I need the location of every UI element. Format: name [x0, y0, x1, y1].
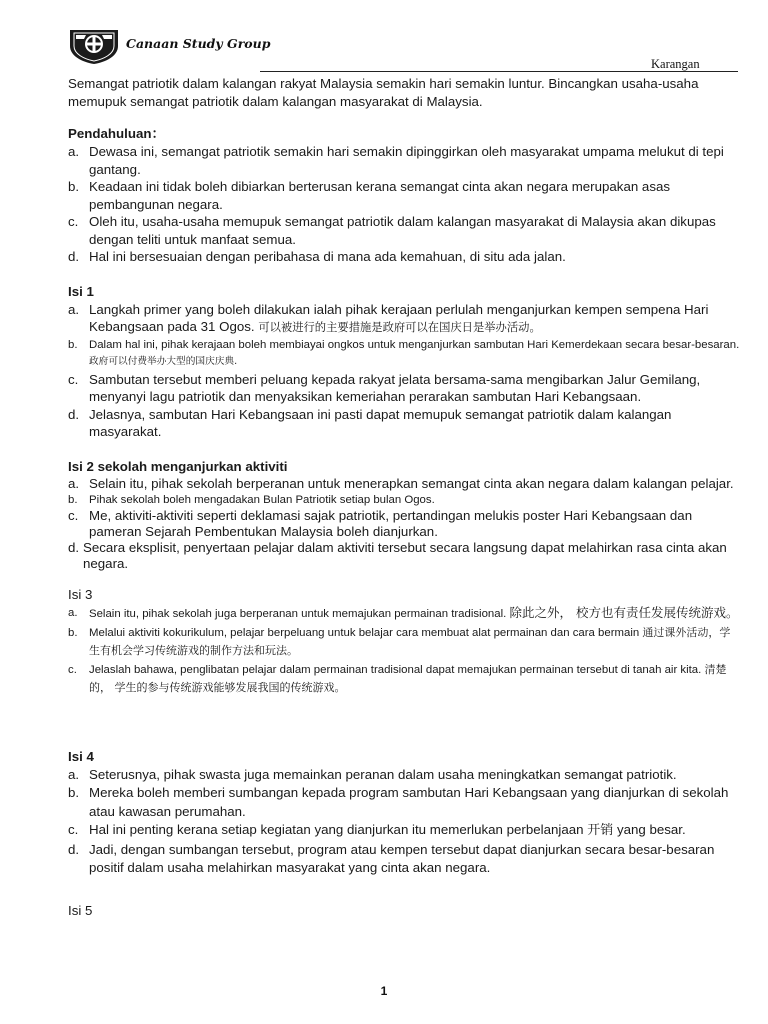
list-item: [68, 661, 740, 698]
header-divider: [260, 71, 738, 72]
list-item: [68, 213, 740, 248]
item-marker: d.: [68, 841, 80, 857]
logo-text: Canaan Study Group: [126, 36, 271, 51]
list-item: [68, 508, 740, 540]
item-translation: 政府可以付费举办大型的国庆庆典.: [89, 356, 238, 367]
item-text: Seterusnya, pihak swasta juga memainkan peranan dalam usaha meningkatkan semangat patriotik.: [89, 766, 677, 782]
item-marker: a.: [68, 607, 78, 619]
section-pendahuluan: [68, 125, 740, 266]
list-item: [68, 821, 740, 841]
item-marker: d.: [68, 249, 80, 264]
list-item: [68, 301, 740, 337]
item-marker: c.: [68, 371, 79, 387]
list-item: [68, 784, 740, 821]
item-marker: c.: [68, 822, 79, 837]
list-item: [68, 492, 740, 509]
item-text: Oleh itu, usaha-usaha memupuk semangat patriotik dalam kalangan masyarakat di Malaysia akan dikupas dengan teliti untuk manfaat semua.: [89, 214, 716, 247]
section-title: Pendahuluan：: [68, 126, 165, 141]
list-item: [68, 841, 740, 878]
item-text: Hal ini penting kerana setiap kegiatan yang dianjurkan itu memerlukan perbelanjaan: [89, 822, 584, 837]
section-isi-3: [68, 586, 740, 698]
list-item: [68, 248, 740, 266]
item-translation: 通过课外活动，学生有机会学习传统游戏的制作方法和玩法。: [89, 625, 731, 657]
item-translation: 可以被进行的主要措施是政府可以在国庆日是举办活动。: [258, 321, 541, 334]
item-marker: d.: [68, 540, 80, 555]
page-number: 1: [380, 984, 388, 998]
item-text: Jelaslah bahawa, penglibatan pelajar dalam permainan tradisional dapat memajukan permainan tersebut di tanah air kita.: [89, 663, 702, 676]
section-title: Isi 5: [68, 902, 93, 918]
section-title: Isi 1: [68, 283, 94, 299]
list-item: [68, 604, 740, 624]
list-item: [68, 766, 740, 785]
item-marker: a.: [68, 766, 80, 782]
item-text: Me, aktiviti-aktiviti seperti deklamasi sajak patriotik, pertandingan melukis poster Hari Kebangsaan dan pameran Sejarah Pembentukan Malaysia boleh dianjurkan.: [89, 508, 693, 539]
item-translation: 开销: [587, 823, 614, 838]
section-title: Isi 4: [68, 748, 94, 764]
item-marker: c.: [68, 663, 77, 676]
item-text: Selain itu, pihak sekolah berperanan untuk menerapkan semangat cinta akan negara dalam kalangan pelajar.: [89, 475, 734, 491]
logo-emblem-icon: [66, 26, 122, 66]
item-text: Keadaan ini tidak boleh dibiarkan berterusan kerana semangat cinta akan negara merupakan asas pembangunan negara.: [89, 179, 671, 212]
item-text-tail: yang besar.: [613, 822, 686, 837]
list-item: [68, 337, 740, 371]
list-item: [68, 143, 740, 178]
list-item: [68, 476, 740, 492]
item-marker: a.: [68, 475, 80, 491]
item-marker: a.: [68, 301, 80, 317]
item-text: Secara eksplisit, penyertaan pelajar dalam aktiviti tersebut secara langsung dapat melahirkan rasa cinta akan negara.: [83, 540, 727, 571]
item-text: Pihak sekolah boleh mengadakan Bulan Patriotik setiap bulan Ogos.: [89, 493, 435, 506]
item-text: Sambutan tersebut memberi peluang kepada rakyat jelata bersama-sama mengibarkan Jalur Gemilang, menyanyi lagu patriotik dan menyaksikan kemeriahan perarakan sambutan Hari Kebangsaan.: [89, 371, 701, 404]
list-item: [68, 406, 740, 441]
essay-prompt: Semangat patriotik dalam kalangan rakyat Malaysia semakin hari semakin luntur. Bincangkan usaha-usaha memupuk semangat patriotik dalam kalangan masyarakat di Malaysia.: [68, 76, 699, 109]
essay-content: [68, 75, 740, 920]
document-type-label: Karangan: [651, 57, 700, 71]
section-title: Isi 2 sekolah menganjurkan aktiviti: [68, 458, 288, 474]
item-text: Langkah primer yang boleh dilakukan ialah pihak kerajaan perlulah menganjurkan kempen sempena Hari Kebangsaan pada 31 Ogos.: [89, 301, 709, 334]
item-marker: b.: [68, 785, 80, 800]
item-marker: d.: [68, 406, 80, 422]
item-translation: 除此之外， 校方也有责任发展传统游戏。: [509, 605, 739, 620]
section-isi-5: [68, 902, 740, 920]
item-text: Dalam hal ini, pihak kerajaan boleh membiayai ongkos untuk menganjurkan sambutan Hari Kemerdekaan secara besar-besaran.: [89, 338, 740, 351]
list-item: [68, 178, 740, 213]
item-marker: b.: [68, 338, 78, 351]
item-marker: c.: [68, 214, 79, 229]
item-translation: 清楚的， 学生的参与传统游戏能够发展我国的传统游戏。: [89, 662, 727, 694]
item-text: Selain itu, pihak sekolah juga berperanan untuk memajukan permainan tradisional.: [89, 608, 507, 620]
item-text: Melalui aktiviti kokurikulum, pelajar berpeluang untuk belajar cara membuat alat permainan dan cara bermain: [89, 626, 640, 639]
item-marker: c.: [68, 508, 79, 523]
item-text: Jelasnya, sambutan Hari Kebangsaan ini pasti dapat memupuk semangat patriotik dalam kalangan masyarakat.: [89, 406, 672, 439]
section-isi-1: [68, 283, 740, 441]
item-marker: b.: [68, 493, 78, 506]
item-text: Dewasa ini, semangat patriotik semakin hari semakin dipinggirkan oleh masyarakat umpama melukut di tepi gantang.: [89, 144, 724, 177]
item-marker: a.: [68, 144, 80, 159]
item-marker: b.: [68, 179, 80, 194]
item-text: Hal ini bersesuaian dengan peribahasa di mana ada kemahuan, di situ ada jalan.: [89, 249, 566, 264]
section-isi-4: [68, 748, 740, 878]
item-text: Jadi, dengan sumbangan tersebut, program atau kempen tersebut dapat dianjurkan secara besar-besaran positif dalam usaha melahirkan masyarakat yang cinta akan negara.: [89, 841, 715, 875]
item-text: Mereka boleh memberi sumbangan kepada program sambutan Hari Kebangsaan yang dianjurkan di sekolah atau kawasan perumahan.: [89, 785, 729, 819]
list-item: [68, 540, 740, 572]
logo: [66, 26, 271, 66]
list-item: [68, 371, 740, 406]
section-isi-2: [68, 458, 740, 573]
section-title: Isi 3: [68, 587, 93, 602]
list-item: [68, 624, 740, 661]
item-marker: b.: [68, 626, 78, 639]
